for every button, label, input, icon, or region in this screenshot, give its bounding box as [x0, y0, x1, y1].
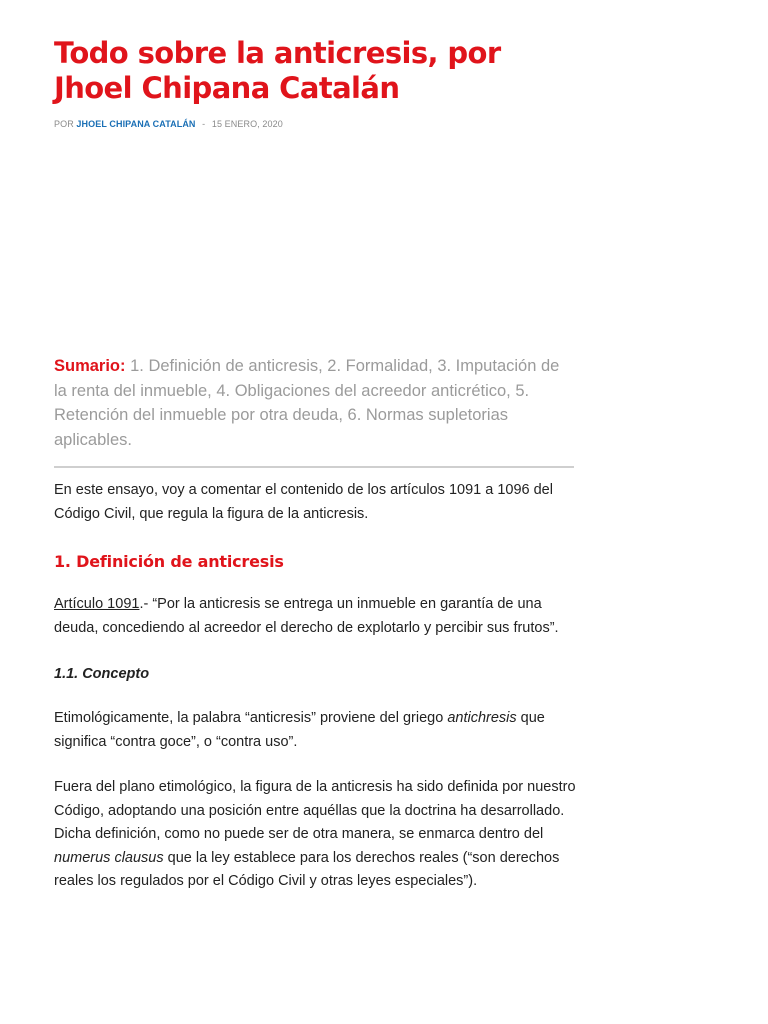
author-link[interactable]: JHOEL CHIPANA CATALÁN	[76, 119, 196, 129]
byline-prefix: POR	[54, 119, 74, 129]
article-title: Todo sobre la anticresis, por Jhoel Chipana Catalán	[54, 36, 501, 105]
article-1091-link[interactable]: Artículo 1091	[54, 596, 140, 612]
summary-label: Sumario:	[54, 357, 126, 375]
article	[54, 36, 576, 894]
ad-placeholder	[54, 130, 576, 354]
summary	[54, 354, 576, 452]
section-heading-definicion: 1. Definición de anticresis	[54, 552, 284, 571]
article-1091-paragraph	[54, 593, 576, 640]
etymology-term: antichresis	[447, 710, 517, 726]
definition-paragraph	[54, 776, 576, 894]
divider	[54, 466, 574, 468]
numerus-clausus-term: numerus clausus	[54, 849, 164, 866]
etymology-text-start: Etimológicamente, la palabra “anticresis” proviene del griego	[54, 710, 448, 726]
article-1091-text: .- “Por la anticresis se entrega un inmueble en garantía de una deuda, concediendo al acreedor el derecho de explotarlo y percibir sus frutos”.	[54, 596, 559, 636]
intro-paragraph: En este ensayo, voy a comentar el contenido de los artículos 1091 a 1096 del Código Civil, que regula la figura de la anticresis.	[54, 482, 553, 522]
byline-separator: -	[202, 119, 206, 129]
etymology-paragraph	[54, 707, 576, 754]
subheading-concepto: 1.1. Concepto	[54, 666, 150, 682]
publish-date: 15 ENERO, 2020	[211, 119, 283, 129]
definition-text-start: Fuera del plano etimológico, la figura de la anticresis ha sido definida por nuestro Código, adoptando una posición entre aquéllas que la doctrina ha desarrollado. Dicha definición, como no puede ser de otra manera, se enmarca dentro del	[54, 779, 576, 842]
summary-text: 1. Definición de anticresis, 2. Formalidad, 3. Imputación de la renta del inmueble, 4. Obligaciones del acreedor anticrético, 5. Retención del inmueble por otra deuda, 6. Normas supletorias aplicables.	[54, 357, 560, 449]
byline	[54, 118, 576, 130]
definition-text-end: que la ley establece para los derechos reales (“son derechos reales los regulados por el Código Civil y otras leyes especiales”).	[54, 849, 560, 889]
etymology-text-end: que significa “contra goce”, o “contra uso”.	[54, 710, 545, 750]
